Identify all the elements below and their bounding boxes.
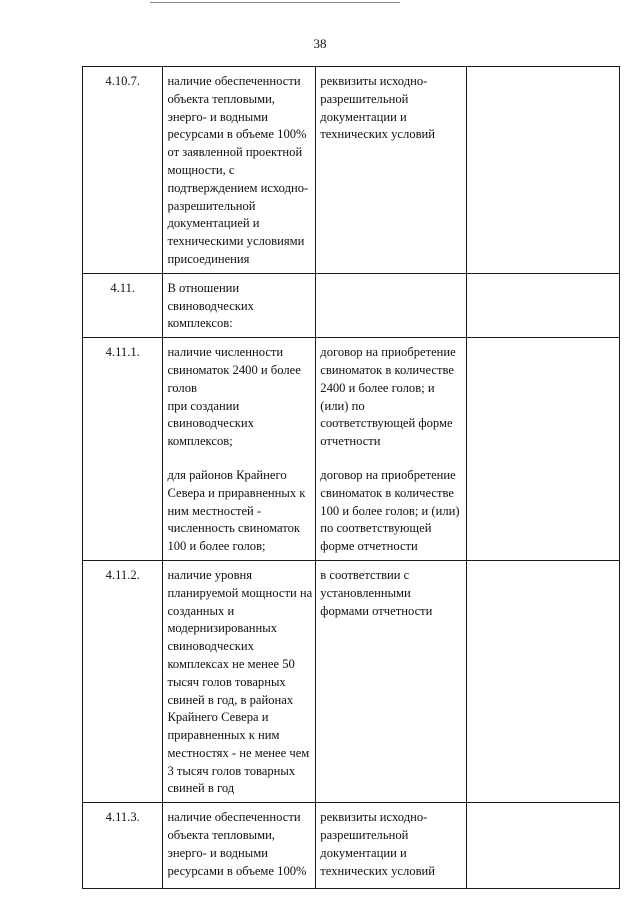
cell-paragraph — [167, 73, 312, 269]
text-line: разрешительной — [320, 91, 409, 106]
documents-cell — [316, 560, 467, 802]
requirement-cell — [163, 560, 316, 802]
requirements-table — [82, 66, 620, 889]
empty-cell — [467, 273, 620, 337]
text-line: объекта тепловыми, — [167, 828, 275, 843]
text-line: планируемой мощности на — [167, 585, 313, 600]
empty-cell — [467, 803, 620, 889]
empty-cell — [467, 338, 620, 561]
text-line: комплексах не менее 50 — [167, 656, 295, 671]
text-line: объекта тепловыми, — [167, 91, 275, 106]
text-line: свиноматок в количестве — [320, 362, 454, 377]
text-line: формами отчетности — [320, 603, 433, 618]
text-line: от заявленной проектной — [167, 145, 303, 160]
text-line: для районов Крайнего — [167, 467, 287, 482]
text-line: форме отчетности — [320, 539, 418, 554]
documents-cell — [316, 338, 467, 561]
table-row — [83, 338, 620, 561]
text-line: свиноводческих — [167, 639, 254, 654]
text-line: разрешительной — [167, 198, 256, 213]
row-code-cell — [83, 560, 163, 802]
row-code-cell — [83, 803, 163, 889]
text-line: созданных и — [167, 603, 235, 618]
text-line: разрешительной — [320, 828, 409, 843]
text-line: технических условий — [320, 127, 436, 142]
text-line: энерго- и водными — [167, 845, 268, 860]
page-number: 38 — [313, 36, 327, 51]
text-line: В отношении — [167, 280, 240, 295]
cell-paragraph — [320, 467, 463, 556]
row-code: 4.11.1. — [105, 345, 140, 360]
requirement-cell — [163, 67, 316, 274]
text-line: местностях - не менее чем — [167, 745, 310, 760]
text-line: свиноматок в количестве — [320, 485, 454, 500]
table-row — [83, 803, 620, 889]
text-line: по соответствующей — [320, 521, 432, 536]
cell-paragraph — [167, 567, 312, 798]
empty-cell — [467, 67, 620, 274]
text-line: комплексов; — [167, 434, 233, 449]
cell-paragraph — [320, 567, 463, 620]
text-line: голов — [167, 380, 197, 395]
cell-paragraph — [167, 280, 312, 333]
text-line: в соответствии с — [320, 567, 410, 582]
text-line: присоединения — [167, 251, 250, 266]
row-code: 4.10.7. — [105, 74, 141, 88]
text-line: отчетности — [320, 434, 381, 449]
text-line: установленными — [320, 585, 411, 600]
row-code-cell — [83, 273, 163, 337]
documents-cell — [316, 273, 467, 337]
text-line: ним местностей - — [167, 503, 262, 518]
row-code-cell — [83, 67, 163, 274]
requirement-cell — [163, 273, 316, 337]
text-line: 3 тысяч голов товарных — [167, 763, 296, 778]
row-code: 4.11. — [110, 280, 136, 295]
requirement-cell — [163, 338, 316, 561]
text-line: реквизиты исходно- — [320, 810, 428, 825]
cell-paragraph — [320, 344, 463, 451]
text-line: тысяч голов товарных — [167, 674, 286, 689]
text-line: наличие обеспеченности — [167, 810, 301, 825]
text-line: соответствующей форме — [320, 416, 453, 431]
text-line: технических условий — [320, 863, 436, 878]
text-line: 100 и более голов; и (или) — [320, 503, 460, 518]
cell-paragraph — [320, 809, 463, 880]
cell-paragraph — [167, 344, 312, 451]
text-line: ресурсами в объеме 100% — [167, 863, 307, 878]
text-line: документацией и — [167, 216, 260, 231]
scan-edge-line — [150, 2, 400, 3]
documents-cell — [316, 67, 467, 274]
text-line: мощности, с — [167, 162, 235, 177]
text-line: (или) по — [320, 398, 365, 413]
documents-cell — [316, 803, 467, 889]
text-line: ресурсами в объеме 100% — [167, 127, 307, 142]
text-line: энерго- и водными — [167, 109, 268, 124]
row-code: 4.11.2. — [105, 567, 140, 582]
text-line: свиноводческих — [167, 298, 254, 313]
text-line: наличие уровня — [167, 567, 253, 582]
requirement-cell — [163, 803, 316, 889]
text-line: документации и — [320, 109, 407, 124]
text-line: свиней в год — [167, 781, 235, 796]
text-line: договор на приобретение — [320, 345, 456, 360]
text-line: комплексов: — [167, 316, 233, 331]
text-line: 2400 и более голов; и — [320, 380, 435, 395]
row-code-cell — [83, 338, 163, 561]
text-line: документации и — [320, 845, 407, 860]
text-line: реквизиты исходно- — [320, 74, 428, 88]
text-line: наличие численности — [167, 345, 284, 360]
table-row — [83, 273, 620, 337]
text-line: свиноматок 2400 и более — [167, 362, 301, 377]
text-line: свиноводческих — [167, 416, 254, 431]
text-line: наличие обеспеченности — [167, 74, 301, 88]
text-line: Крайнего Севера и — [167, 710, 269, 725]
text-line: приравненных к ним — [167, 728, 280, 743]
cell-paragraph — [167, 809, 312, 880]
text-line: Севера и приравненных к — [167, 485, 306, 500]
empty-cell — [467, 560, 620, 802]
row-code: 4.11.3. — [105, 810, 140, 825]
text-line: договор на приобретение — [320, 467, 456, 482]
text-line: модернизированных — [167, 621, 278, 636]
text-line: 100 и более голов; — [167, 539, 266, 554]
text-line: свиней в год, в районах — [167, 692, 294, 707]
text-line: при создании — [167, 398, 240, 413]
cell-paragraph — [167, 467, 312, 556]
text-line: техническими условиями — [167, 234, 305, 249]
text-line: численность свиноматок — [167, 521, 301, 536]
table-row — [83, 67, 620, 274]
text-line: подтверждением исходно- — [167, 180, 309, 195]
cell-paragraph — [320, 73, 463, 144]
table-row — [83, 560, 620, 802]
